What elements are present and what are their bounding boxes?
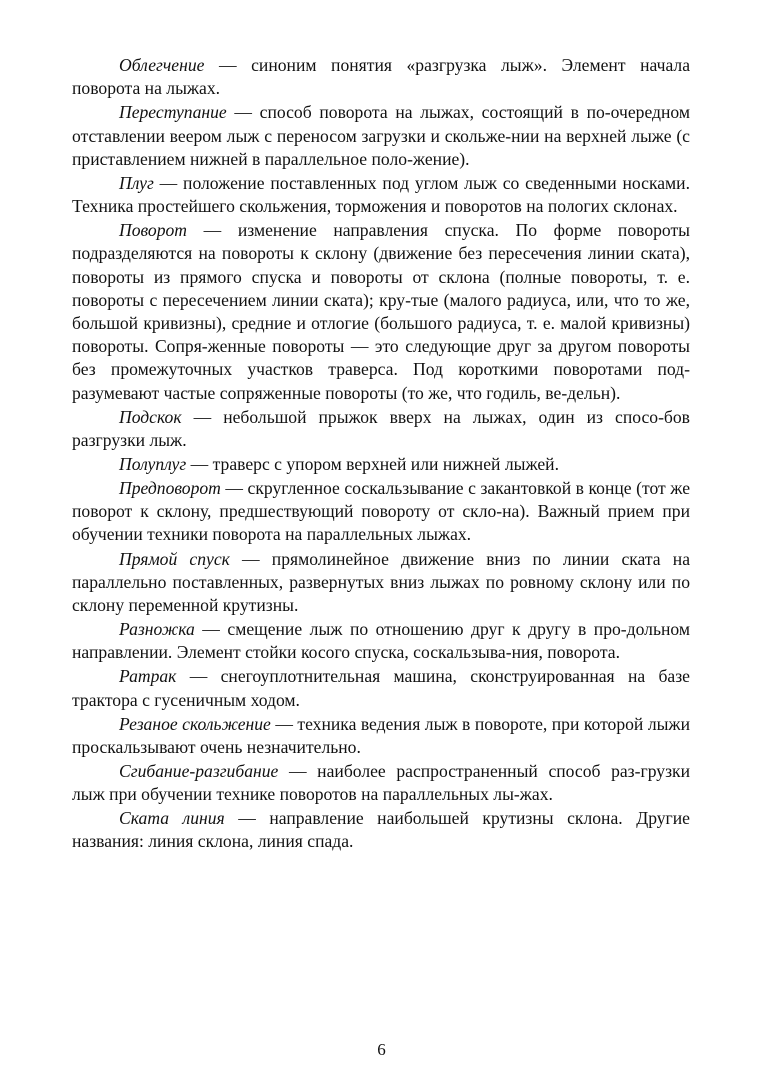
entry-term: Сгибание-разгибание [119,760,279,781]
glossary-entry-plug [72,172,690,218]
glossary-entry-pryamoy-spusk [72,548,690,618]
entry-definition: — способ поворота на лыжах, состоящий в по-очередном отставлении веером лыж с переносом загрузки и скольже-нии на верхней лыже (с приставлением нижней в параллельное поло-жение). [72,102,690,169]
glossary-entry-perestupanie [72,101,690,171]
glossary-entry-sgibanie-razgibanie [72,760,690,806]
glossary-entry-ratrak [72,665,690,711]
glossary-entry-povorot [72,219,690,405]
glossary-entry-skata-liniya [72,807,690,853]
page-number: 6 [377,1040,386,1059]
glossary-entry-predpovorot [72,477,690,547]
glossary-entry-rezanoe-skolzhenie [72,713,690,759]
glossary-page [72,54,690,854]
entry-term: Ската линия [119,808,225,829]
glossary-entry-raznozhka [72,618,690,664]
entry-definition: — прямолинейное движение вниз по линии ската на параллельно поставленных, развернутых вниз лыжах по ровному склону или по склону переменной крутизны. [72,548,690,615]
glossary-entry-oblegchenie [72,54,690,100]
entry-term: Облегчение [119,55,205,75]
entry-definition: — смещение лыж по отношению друг к другу в про-дольном направлении. Элемент стойки косого спуска, соскальзыва-ния, поворота. [72,619,690,663]
entry-term: Подскок [119,406,182,427]
entry-term: Полуплуг [119,453,187,474]
entry-definition: — техника ведения лыж в повороте, при которой лыжи проскальзывают очень незначительно. [72,713,690,757]
entry-term: Предповорот [119,478,221,498]
entry-definition: — синоним понятия «разгрузка лыж». Элемент начала поворота на лыжах. [72,55,690,99]
entry-definition: — скругленное соскальзывание с закантовкой в конце (тот же поворот к склону, предшествующий повороту от скло-на). Важный прием при обучении техники поворота на параллельных лыжах. [72,478,690,545]
entry-term: Ратрак [119,666,177,687]
entry-definition: — снегоуплотнительная машина, сконструированная на базе трактора с гусеничным ходом. [72,666,690,710]
entry-term: Плуг [119,172,154,193]
entry-term: Переступание [119,102,227,123]
glossary-entry-poluplug [72,453,690,476]
entry-term: Разножка [119,619,195,639]
entry-term: Поворот [119,220,188,241]
entry-definition: — наиболее распространенный способ раз-грузки лыж при обучении технике поворотов на параллельных лы-жах. [72,760,690,805]
entry-definition: — небольшой прыжок вверх на лыжах, один из спосо-бов разгрузки лыж. [72,406,690,450]
entry-definition: — траверс с упором верхней или нижней лыжей. [186,453,559,474]
entry-definition: — направление наибольшей крутизны склона. Другие названия: линия склона, линия спада. [72,808,690,852]
entry-definition: — положение поставленных под углом лыж со сведенными носками. Техника простейшего скольжения, торможения и поворотов на пологих склонах. [72,172,690,216]
entry-term: Прямой спуск [119,548,230,569]
entry-definition: — изменение направления спуска. По форме повороты подразделяются на повороты к склону (движение без пересечения линии ската), повороты из прямого спуска и повороты от склона (полные повороты, т. е. повороты с пересечением линии ската); кру-тые (малого радиуса, или, что то же, большой кривизны), средние и отлогие (большого радиуса, т. е. малой кривизны) повороты. Сопря-женные повороты — это следующие друг за другом повороты без промежуточных участков траверса. Под короткими поворотами под-разумевают частые сопряженные повороты (то же, что годиль, ве-дельн). [72,220,690,403]
glossary-entry-podskok [72,406,690,452]
entry-term: Резаное скольжение [119,713,271,734]
